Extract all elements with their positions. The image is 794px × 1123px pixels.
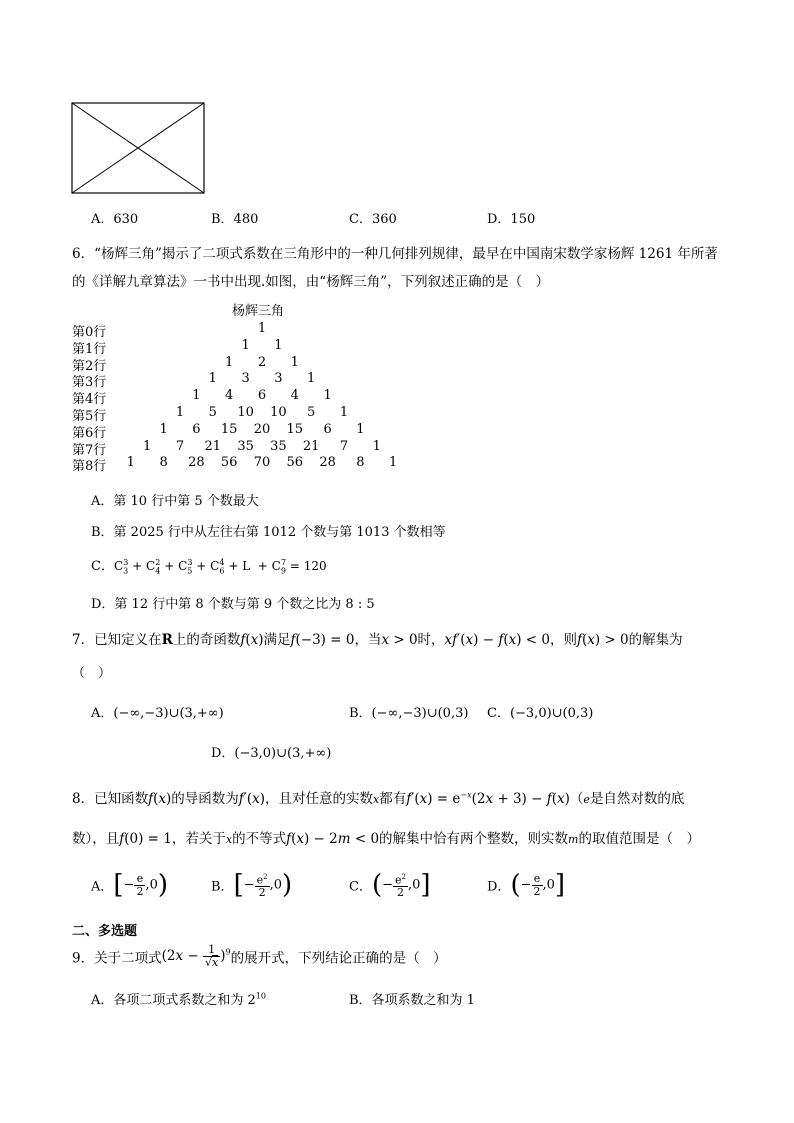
triangle-number: 4 [225, 388, 234, 404]
q8-stem-c: ，且对任意的实数 [265, 791, 374, 807]
q7-x: x [250, 632, 259, 648]
q7-stem-f: 时， [417, 632, 445, 648]
q5-option-b: B．480 [211, 212, 259, 227]
triangle-number: 15 [286, 421, 304, 437]
q8-a-interval: [− $\frac{e}{2}$ ,0) [113, 870, 169, 900]
q8-stem-line2 [72, 827, 700, 847]
triangle-number: 1 [192, 388, 201, 404]
q7-fx-arg: ( [245, 632, 251, 648]
q8-x2: x [225, 833, 233, 846]
q8-fprime: f′(x) [238, 791, 266, 807]
triangle-row-label: 第1行 [72, 341, 107, 357]
q8-c-interval: (− $\frac{e^2}{2}$ ,0] [371, 870, 431, 900]
q6-option-a: A．第 10 行中第 5 个数最大 [91, 494, 259, 509]
q9-option-a-exponent: 10 [255, 991, 266, 1001]
q7-option-c: C．(−3,0)∪(0,3) [487, 706, 594, 721]
q8-inequality: f(x) − 2m < 0 [286, 831, 380, 847]
q8-stem-i: 的不等式 [232, 831, 287, 847]
q7-stem-e: ，当 [354, 632, 382, 648]
triangle-number: 8 [159, 455, 168, 471]
section-heading: 二、多选题 [72, 924, 138, 939]
q7-option-b: B．(−∞,−3)∪(0,3) [349, 706, 469, 721]
q7-option-a: A．(−∞,−3)∪(3,+∞) [91, 706, 224, 721]
q5-option-d: D．150 [487, 212, 536, 227]
q9-stem-b: 的展开式，下列结论正确的是（ ） [230, 950, 447, 967]
q9-binomial: (2x − $\frac{1}{√x}$ )$^9$ [161, 943, 231, 969]
q9-option-b: B．各项系数之和为 1 [349, 993, 475, 1008]
q7-fx: f [240, 632, 246, 648]
triangle-number: 21 [302, 438, 320, 454]
q7-stem-real: R [161, 632, 173, 648]
q5-option-a: A．630 [91, 212, 139, 227]
triangle-row-label: 第3行 [72, 375, 107, 391]
q8-d-interval: (− $\frac{e}{2}$ ,0] [510, 870, 566, 900]
q6-stem-line2: 的《详解九章算法》一书中出现.如图，由“杨辉三角”，下列叙述正确的是（ ） [72, 274, 550, 290]
q8-fx: f(x) [148, 791, 172, 807]
q8-e: e [583, 793, 590, 806]
triangle-number: 20 [253, 421, 271, 437]
triangle-number: 28 [319, 455, 336, 471]
triangle-row-label: 第6行 [72, 425, 107, 441]
triangle-number: 5 [208, 405, 217, 420]
q8-option-c-label: C． [349, 879, 372, 895]
triangle-number: 70 [253, 455, 271, 471]
triangle-number: 15 [220, 421, 238, 437]
triangle-number: 7 [175, 438, 185, 454]
triangle-number: 35 [270, 438, 287, 454]
triangle-number: 2 [257, 354, 267, 370]
triangle-number: 28 [188, 455, 205, 471]
triangle-number: 1 [143, 438, 152, 454]
triangle-number: 6 [323, 421, 332, 437]
q6-option-c [91, 555, 327, 575]
q8-stem-h: ，若关于 [171, 831, 226, 847]
triangle-number: 1 [126, 455, 135, 471]
q8-stem-d: 都有 [379, 791, 407, 807]
q5-option-c: C．360 [349, 212, 397, 227]
triangle-number: 10 [270, 405, 287, 420]
triangle-row-label: 第0行 [72, 325, 107, 340]
triangle-number: 10 [237, 405, 254, 420]
q7-x-gt-0: x > 0 [381, 632, 418, 648]
triangle-title: 杨辉三角 [232, 304, 285, 319]
q8-stem-line1 [72, 787, 684, 807]
q6-option-c-label: C． [91, 559, 114, 574]
combination-sum-formula: $C_3^3 + C_4^2 + C_5^3 + C_6^4 + L + C_9^7$ [113, 558, 287, 576]
q7-paren: （ ） [72, 666, 112, 681]
triangle-number: 1 [159, 421, 168, 437]
q8-stem-f: 是自然对数的底 [589, 791, 685, 807]
triangle-number: 56 [220, 455, 238, 471]
triangle-number: 5 [307, 405, 316, 420]
q8-stem-k: 的取值范围是（ ） [578, 831, 700, 847]
q7-paren: ) [258, 632, 264, 648]
q8-stem-b: 的导函数为 [171, 791, 239, 807]
triangle-number: 6 [192, 421, 201, 437]
triangle-number: 3 [241, 371, 250, 387]
triangle-number: 35 [237, 438, 254, 454]
triangle-number: 3 [274, 371, 283, 387]
triangle-number: 8 [356, 455, 365, 471]
triangle-number: 7 [339, 438, 349, 454]
q8-equation: $f'(x) = e^{-x}(2x + 3) - f(x)$ [406, 790, 570, 807]
triangle-number: 1 [339, 405, 349, 420]
triangle-number: 56 [286, 455, 304, 471]
q8-m: m [568, 833, 579, 846]
q8-option-d-label: D． [487, 879, 511, 895]
q7-stem-h: 的解集为 [628, 632, 683, 648]
q9-option-a [91, 989, 266, 1008]
triangle-number: 1 [323, 388, 332, 404]
triangle-number: 1 [175, 405, 185, 420]
rectangle-diagonals-figure [71, 102, 205, 194]
triangle-row-label: 第5行 [72, 409, 107, 424]
triangle-number: 1 [307, 371, 316, 387]
q6-option-d: D．第 12 行中第 8 个数与第 9 个数之比为 8 : 5 [91, 597, 375, 612]
q8-x: x [373, 793, 380, 806]
triangle-number: 1 [225, 354, 234, 370]
q8-option-a-label: A． [91, 879, 114, 895]
q6-option-c-result: = 120 [286, 559, 327, 573]
q7-stem [72, 628, 683, 648]
q7-fx-gt-0: f(x) > 0 [576, 632, 629, 648]
q8-f0: f(0) = 1 [119, 831, 172, 847]
triangle-number: 1 [241, 337, 250, 353]
q8-stem-g: 数），且 [72, 831, 120, 847]
triangle-number: 21 [204, 438, 222, 454]
q8-option-b-label: B． [211, 879, 234, 895]
triangle-number: 4 [290, 388, 299, 404]
q6-stem-line1: 6．“杨辉三角”揭示了二项式系数在三角形中的一种几何排列规律，最早在中国南宋数学家杨辉 1261 年所著 [72, 246, 718, 262]
triangle-number: 1 [389, 455, 398, 471]
triangle-row-label: 第4行 [72, 392, 107, 408]
q8-stem-e: （ [569, 791, 584, 807]
triangle-number: 1 [208, 371, 217, 387]
triangle-number: 1 [290, 354, 299, 370]
q8-option-d [487, 870, 565, 904]
q7-stem-a: 7．已知定义在 [72, 632, 162, 648]
q7-inequality: xf′(x) − f(x) < 0 [444, 632, 550, 648]
q8-stem-j: 的解集中恰有两个整数，则实数 [379, 831, 569, 847]
q7-stem-g: ，则 [549, 632, 577, 648]
triangle-row-label: 第8行 [72, 459, 107, 475]
q7-stem-c: 上的奇函数 [172, 632, 241, 648]
triangle-number: 1 [372, 438, 381, 454]
q8-stem-a: 8．已知函数 [72, 791, 149, 807]
q7-stem-d: 满足 [263, 632, 291, 648]
q8-option-b [211, 870, 292, 904]
q7-option-d: D．(−3,0)∪(3,+∞) [211, 746, 332, 761]
triangle-number: 1 [356, 421, 365, 437]
triangle-row-label: 第2行 [72, 358, 107, 374]
triangle-row-label: 第7行 [72, 442, 107, 458]
q9-stem-a: 9．关于二项式 [72, 950, 162, 967]
triangle-number: 1 [257, 321, 267, 336]
q8-option-a [91, 870, 168, 904]
triangle-number: 1 [274, 337, 283, 353]
q7-f-minus3: f(−3) = 0 [290, 632, 355, 648]
q6-option-b: B．第 2025 行中从左往右第 1012 个数与第 1013 个数相等 [91, 525, 446, 540]
q8-option-c [349, 870, 431, 904]
triangle-number: 6 [257, 388, 267, 404]
q8-b-interval: [− $\frac{e^2}{2}$ ,0) [233, 870, 293, 900]
q9-stem [72, 944, 447, 976]
q9-option-a-text: A．各项二项式系数之和为 2 [91, 993, 256, 1008]
